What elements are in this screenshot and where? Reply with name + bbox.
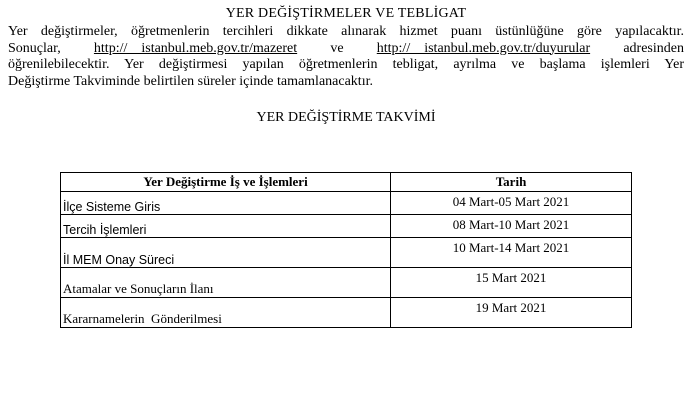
mazeret-link[interactable]: http:// istanbul.meb.gov.tr/mazeret bbox=[93, 40, 298, 56]
and-text: ve bbox=[330, 40, 344, 56]
date-cell: 04 Mart-05 Mart 2021 bbox=[391, 192, 632, 215]
table-row bbox=[61, 238, 632, 268]
paragraph-line-1: Yer değiştirmeler, öğretmenlerin tercihleri dikkate alınarak hizmet puanı üstünlüğüne göre yapılacaktır. bbox=[8, 24, 684, 39]
table-row bbox=[61, 298, 632, 328]
document-title: YER DEĞİŞTİRMELER VE TEBLİGAT bbox=[225, 6, 467, 21]
announcement-paragraph bbox=[8, 24, 684, 90]
calendar-title: YER DEĞİŞTİRME TAKVİMİ bbox=[256, 110, 436, 125]
duyurular-link[interactable]: http:// istanbul.meb.gov.tr/duyurular bbox=[376, 40, 591, 56]
date-cell: 19 Mart 2021 bbox=[391, 298, 632, 328]
paragraph-line-3: öğrenilebilecektir. Yer değiştirmesi yapılan öğretmenlerin tebligat, ayrılma ve başlama işlemleri Yer bbox=[8, 57, 684, 72]
step-cell: Kararnamelerin Gönderilmesi bbox=[61, 298, 391, 328]
step-cell: Tercih İşlemleri bbox=[61, 215, 391, 238]
header-date: Tarih bbox=[391, 173, 632, 192]
results-label: Sonuçlar, bbox=[8, 40, 61, 56]
table-header-row bbox=[61, 173, 632, 192]
paragraph-line-4: Değiştirme Takviminde belirtilen süreler içinde tamamlanacaktır. bbox=[8, 73, 373, 89]
header-step: Yer Değiştirme İş ve İşlemleri bbox=[61, 173, 391, 192]
date-cell: 08 Mart-10 Mart 2021 bbox=[391, 215, 632, 238]
paragraph-line-2 bbox=[8, 41, 684, 58]
address-suffix: adresinden bbox=[623, 40, 684, 56]
table-row bbox=[61, 192, 632, 215]
date-cell: 10 Mart-14 Mart 2021 bbox=[391, 238, 632, 268]
table-row bbox=[61, 215, 632, 238]
schedule-table bbox=[60, 172, 632, 328]
table-row bbox=[61, 268, 632, 298]
step-cell: İl MEM Onay Süreci bbox=[61, 238, 391, 268]
step-cell: Atamalar ve Sonuçların İlanı bbox=[61, 268, 391, 298]
date-cell: 15 Mart 2021 bbox=[391, 268, 632, 298]
step-cell: İlçe Sisteme Giris bbox=[61, 192, 391, 215]
